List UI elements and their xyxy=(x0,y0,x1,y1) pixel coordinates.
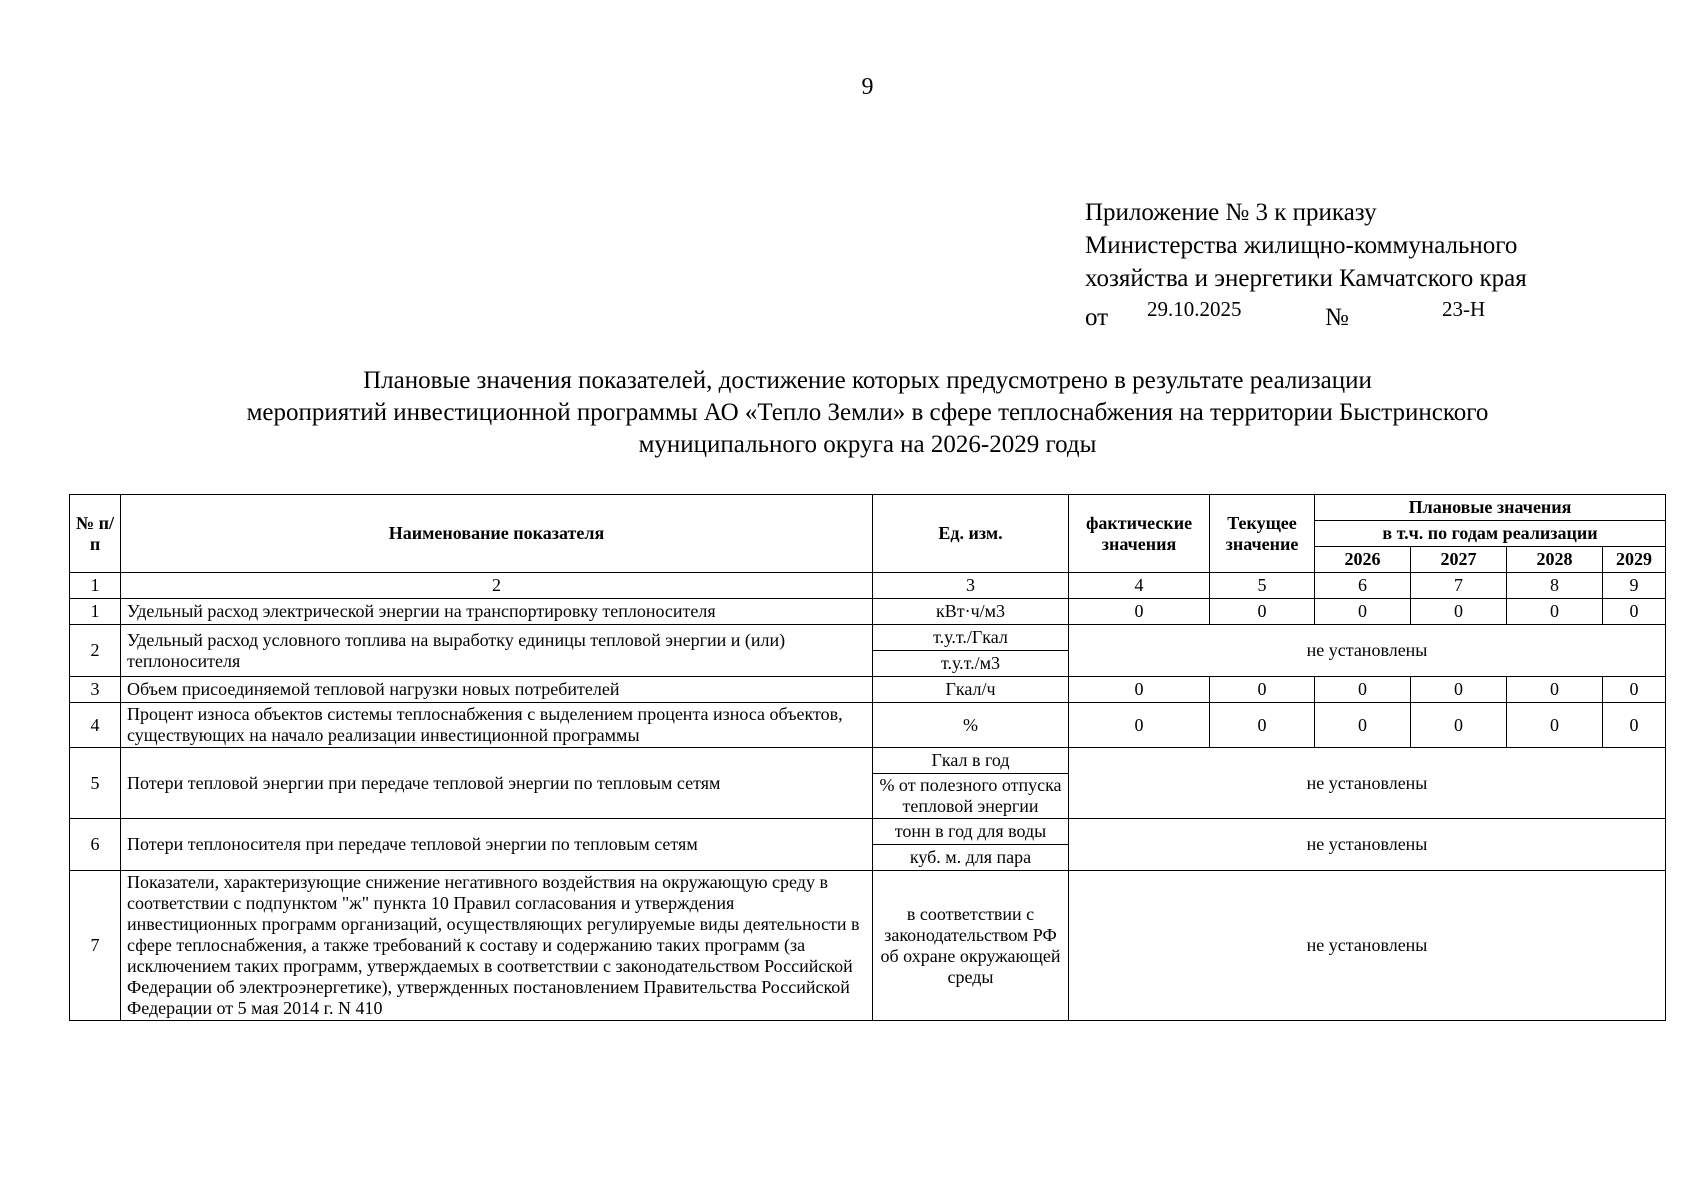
appendix-line-1: Приложение № 3 к приказу xyxy=(1085,199,1377,226)
row-value: 0 xyxy=(1210,599,1315,625)
page-number: 9 xyxy=(861,74,874,100)
header-by-year: в т.ч. по годам реализации xyxy=(1315,521,1666,547)
order-number: 23-Н xyxy=(1442,297,1486,321)
row-value: 0 xyxy=(1315,599,1411,625)
header-current: Текущее значение xyxy=(1210,495,1315,573)
column-number: 3 xyxy=(873,573,1069,599)
row-not-set: не установлены xyxy=(1069,625,1666,677)
row-value: 0 xyxy=(1069,703,1210,748)
header-actual: фактические значения xyxy=(1069,495,1210,573)
header-num: № п/п xyxy=(70,495,121,573)
row-unit: в соответствии с законодательством РФ об охране окружающей среды xyxy=(873,871,1069,1021)
appendix-block xyxy=(1085,196,1527,331)
column-number: 2 xyxy=(121,573,873,599)
row-unit: куб. м. для пара xyxy=(873,845,1069,871)
row-value: 0 xyxy=(1069,599,1210,625)
row-value: 0 xyxy=(1603,677,1666,703)
row-num: 2 xyxy=(70,625,121,677)
header-row-1 xyxy=(70,495,1666,521)
header-year-2027: 2027 xyxy=(1411,547,1507,573)
row-name: Потери тепловой энергии при передаче тепловой энергии по тепловым сетям xyxy=(121,748,873,819)
row-num: 6 xyxy=(70,819,121,871)
row-value: 0 xyxy=(1603,599,1666,625)
row-name: Показатели, характеризующие снижение негативного воздействия на окружающую среду в соответствии с подпунктом "ж" пункта 10 Правил согласования и утверждения инвестиционных программ организаций, осуществляющих регулируемые виды деятельности в сфере теплоснабжения, а также требований к составу и содержанию таких программ (за исключением таких программ, утверждаемых в соответствии с законодательством Российской Федерации об электроэнергетике), утвержденных постановлением Правительства Российской Федерации от 5 мая 2014 г. N 410 xyxy=(121,871,873,1021)
header-year-2028: 2028 xyxy=(1507,547,1603,573)
row-num: 3 xyxy=(70,677,121,703)
row-unit: Гкал в год xyxy=(873,748,1069,774)
column-number: 9 xyxy=(1603,573,1666,599)
order-number-label: № xyxy=(1325,304,1349,331)
column-number: 8 xyxy=(1507,573,1603,599)
order-from-label: от xyxy=(1085,304,1109,331)
row-value: 0 xyxy=(1411,703,1507,748)
header-name: Наименование показателя xyxy=(121,495,873,573)
row-value: 0 xyxy=(1411,677,1507,703)
order-date: 29.10.2025 xyxy=(1147,297,1242,321)
row-num: 7 xyxy=(70,871,121,1021)
row-value: 0 xyxy=(1315,703,1411,748)
header-year-2026: 2026 xyxy=(1315,547,1411,573)
row-not-set: не установлены xyxy=(1069,748,1666,819)
column-number: 7 xyxy=(1411,573,1507,599)
row-value: 0 xyxy=(1507,599,1603,625)
header-year-2029: 2029 xyxy=(1603,547,1666,573)
table-row xyxy=(70,677,1666,703)
row-value: 0 xyxy=(1411,599,1507,625)
indicators-table xyxy=(69,494,1666,1021)
table-row xyxy=(70,871,1666,1021)
row-unit: кВт·ч/м3 xyxy=(873,599,1069,625)
row-unit: т.у.т./м3 xyxy=(873,651,1069,677)
row-value: 0 xyxy=(1603,703,1666,748)
row-unit: % xyxy=(873,703,1069,748)
column-number: 6 xyxy=(1315,573,1411,599)
table-row xyxy=(70,703,1666,748)
appendix-line-3: хозяйства и энергетики Камчатского края xyxy=(1085,265,1527,292)
row-unit: тонн в год для воды xyxy=(873,819,1069,845)
row-value: 0 xyxy=(1210,677,1315,703)
title-line-1: Плановые значения показателей, достижение которых предусмотрено в результате реализации xyxy=(363,367,1372,394)
document-title xyxy=(100,365,1635,461)
row-num: 1 xyxy=(70,599,121,625)
row-name: Удельный расход условного топлива на выработку единицы тепловой энергии и (или) теплоносителя xyxy=(121,625,873,677)
row-not-set: не установлены xyxy=(1069,819,1666,871)
row-value: 0 xyxy=(1069,677,1210,703)
row-unit: % от полезного отпуска тепловой энергии xyxy=(873,774,1069,819)
table-row xyxy=(70,748,1666,774)
column-number-row xyxy=(70,573,1666,599)
title-line-3: муниципального округа на 2026-2029 годы xyxy=(638,431,1097,458)
row-name: Потери теплоносителя при передаче тепловой энергии по тепловым сетям xyxy=(121,819,873,871)
table-row xyxy=(70,625,1666,651)
row-name: Процент износа объектов системы теплоснабжения с выделением процента износа объектов, существующих на начало реализации инвестиционной программы xyxy=(121,703,873,748)
header-unit: Ед. изм. xyxy=(873,495,1069,573)
row-value: 0 xyxy=(1507,677,1603,703)
header-planned: Плановые значения xyxy=(1315,495,1666,521)
row-value: 0 xyxy=(1210,703,1315,748)
appendix-line-2: Министерства жилищно-коммунального xyxy=(1085,232,1518,259)
row-value: 0 xyxy=(1507,703,1603,748)
row-unit: т.у.т./Гкал xyxy=(873,625,1069,651)
table-row xyxy=(70,599,1666,625)
row-num: 5 xyxy=(70,748,121,819)
row-value: 0 xyxy=(1315,677,1411,703)
title-line-2: мероприятий инвестиционной программы АО «Тепло Земли» в сфере теплоснабжения на территории Быстринского xyxy=(246,399,1489,426)
column-number: 1 xyxy=(70,573,121,599)
order-details xyxy=(1085,295,1527,331)
column-number: 4 xyxy=(1069,573,1210,599)
row-not-set: не установлены xyxy=(1069,871,1666,1021)
row-num: 4 xyxy=(70,703,121,748)
row-unit: Гкал/ч xyxy=(873,677,1069,703)
column-number: 5 xyxy=(1210,573,1315,599)
row-name: Объем присоединяемой тепловой нагрузки новых потребителей xyxy=(121,677,873,703)
table-row xyxy=(70,819,1666,845)
row-name: Удельный расход электрической энергии на транспортировку теплоносителя xyxy=(121,599,873,625)
